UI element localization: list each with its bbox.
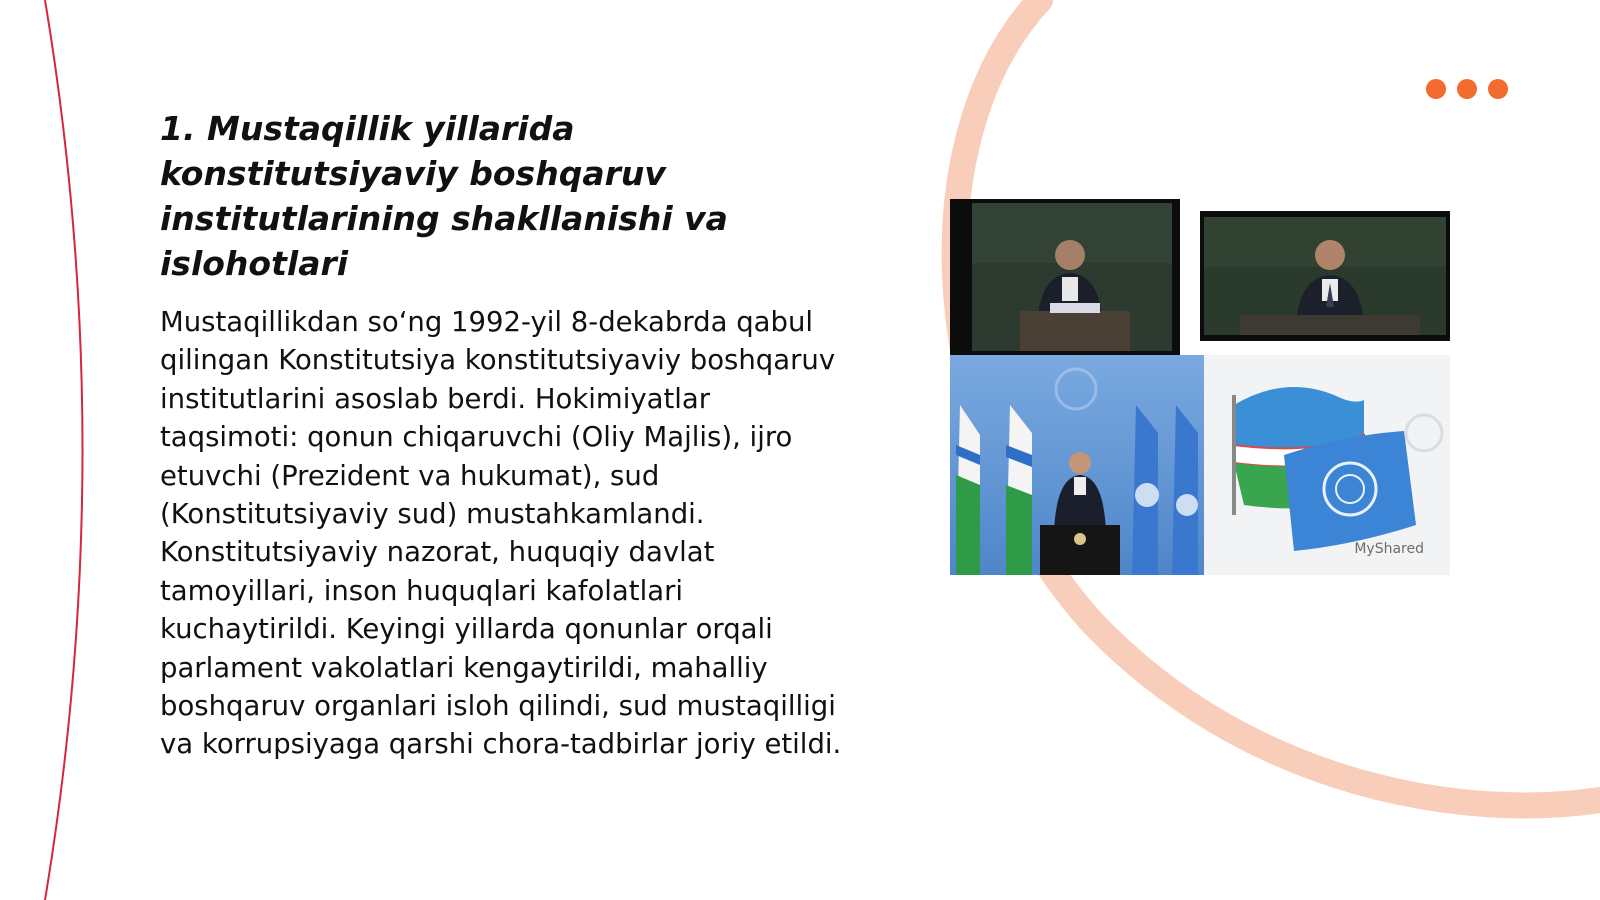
photo-speaker-podium-1: [950, 199, 1180, 355]
slide-body-text: Mustaqillikdan so‘ng 1992-yil 8-dekabrda qabul qilingan Konstitutsiya konstitutsiyaviy boshqaruv institutlarini asoslab berdi. Hokimiyatlar taqsimoti: qonun chiqaruvchi (Oliy Majlis), ijro etuvchi (Prezident va hukumat), sud (Konstitutsiyaviy sud) mustahkamlandi. Konstitutsiyaviy nazorat, huquqiy davlat tamoyillari, inson huquqlari kafolatlari kuchaytirildi. Keyingi yillarda qonunlar orqali parlament vakolatlari kengaytirildi, mahalliy boshqaruv organlari isloh qilindi, sud mustaqilligi va korrupsiyaga qarshi chora-tadbirlar joriy etildi.: [160, 306, 842, 761]
photo-flags-uzbekistan-un: [1204, 355, 1450, 575]
photo-collage: [950, 199, 1450, 575]
photo-speaker-podium-2: [1200, 211, 1450, 341]
dot-icon: [1488, 79, 1508, 99]
watermark-text: MyShared: [1354, 541, 1424, 557]
slide-title: 1. Mustaqillik yillarida konstitutsiyaviy boshqaruv institutlarining shakllanishi va islohotlari: [160, 109, 728, 283]
menu-dots-icon: [1426, 79, 1508, 99]
dot-icon: [1426, 79, 1446, 99]
photo-speaker-flags: [950, 355, 1204, 575]
dot-icon: [1457, 79, 1477, 99]
left-edge-curve: [45, 0, 83, 900]
